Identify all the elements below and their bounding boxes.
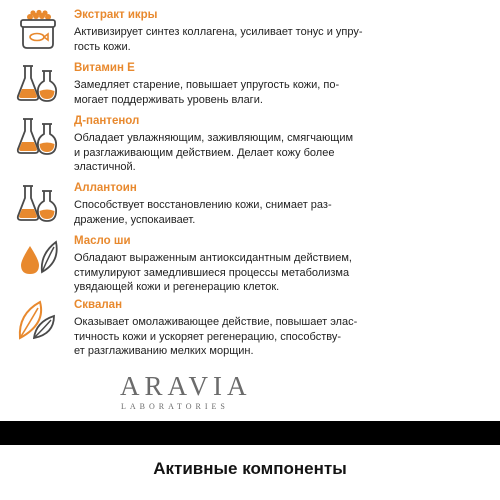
ingredient-description-line: Обладает увлажняющим, заживляющим, смягчающим — [74, 132, 354, 144]
flasks-icon — [16, 181, 60, 225]
ingredient-description-line: стимулируют замедлившиеся процессы метаболизма — [74, 266, 350, 279]
ingredient-description-line: гость кожи. — [74, 40, 131, 53]
ingredient-description-line: ет разглаживанию мелких морщин. — [74, 345, 254, 357]
logo-subtitle: LABORATORIES — [121, 402, 229, 411]
ingredient-title: Сквалан — [74, 299, 123, 311]
ingredient-item — [74, 114, 434, 175]
page-footer-title: Активные компоненты — [153, 459, 347, 478]
ingredient-title: Масло ши — [74, 235, 131, 247]
ingredient-description-line: Обладают выраженным антиоксидантным действием, — [74, 252, 352, 264]
flasks-icon — [16, 114, 60, 158]
oil-drop-leaf-icon — [16, 234, 60, 278]
ingredient-description-line: тичность кожи и ускоряет регенерацию, способству- — [74, 330, 342, 343]
ingredient-description-line: Активизирует синтез коллагена, усиливает тонус и упру- — [74, 26, 363, 38]
ingredient-title: Витамин Е — [74, 62, 135, 74]
ingredient-item — [74, 298, 434, 359]
flasks-icon — [16, 61, 60, 105]
ingredient-title: Экстракт икры — [74, 9, 158, 21]
leaf-icon — [16, 298, 60, 342]
ingredient-description-line: увядающей кожи и регенерацию клеток. — [74, 281, 280, 293]
ingredient-item — [74, 8, 434, 54]
ingredient-description-line: дражение, успокаивает. — [74, 213, 196, 226]
ingredient-item — [74, 181, 434, 227]
ingredient-description-line: эластичной. — [74, 161, 136, 173]
ingredient-description-line: Способствует восстановлению кожи, снимает раз- — [74, 199, 332, 211]
black-divider-bar — [0, 421, 500, 445]
ingredient-description-line: Замедляет старение, повышает упругость кожи, по- — [74, 79, 340, 91]
aravia-logo — [120, 373, 320, 411]
ingredient-title: Аллантоин — [74, 182, 137, 194]
ingredient-description-line: Оказывает омолаживающее действие, повышает элас- — [74, 316, 358, 328]
ingredient-description-line: могает поддерживать уровень влаги. — [74, 93, 263, 106]
logo-wordmark: ARAVIA — [120, 371, 252, 401]
ingredient-description-line: и разглаживающим действием. Делает кожу более — [74, 146, 335, 159]
ingredient-item — [74, 234, 434, 295]
caviar-jar-icon — [16, 8, 60, 52]
ingredient-item — [74, 61, 434, 107]
ingredient-title: Д-пантенол — [74, 115, 140, 127]
